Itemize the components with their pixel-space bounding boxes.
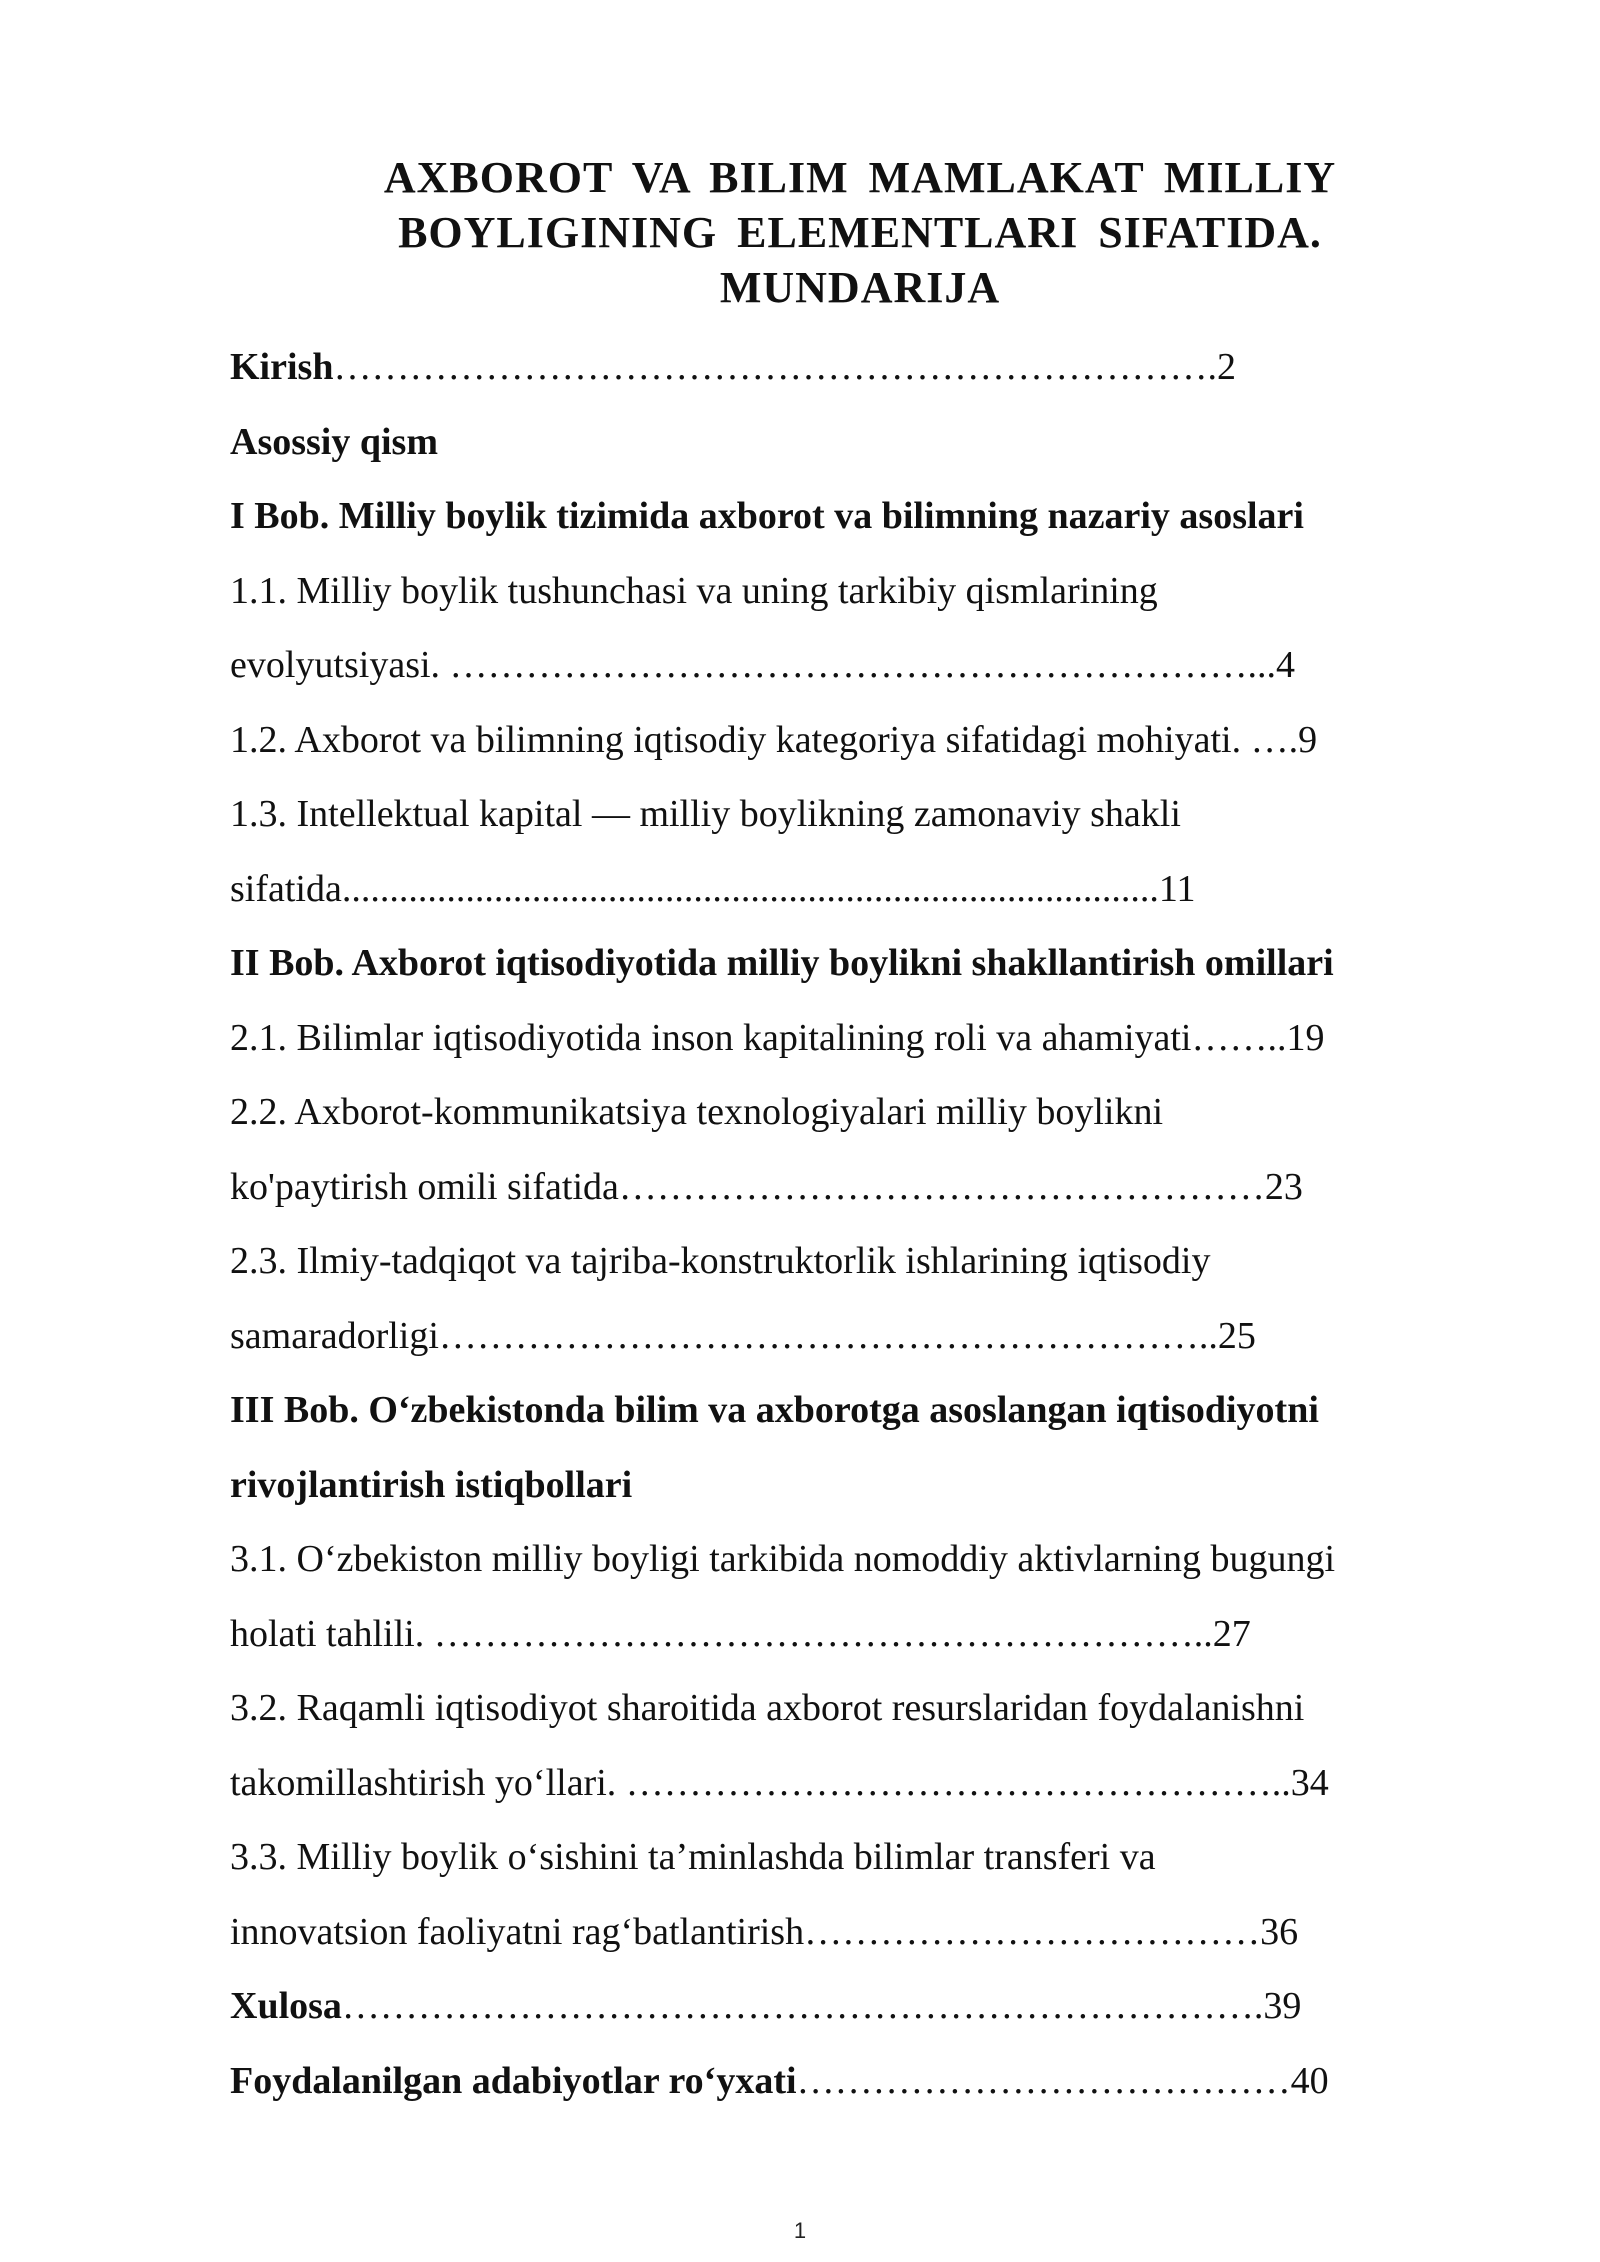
toc-section-2-3-line-1: 2.3. Ilmiy-tadqiqot va tajriba-konstruktorlik ishlarining iqtisodiy (230, 1240, 1211, 1282)
table-of-contents (230, 330, 1530, 2118)
toc-section-2-1: 2.1. Bilimlar iqtisodiyotida inson kapitalining roli va ahamiyati……..19 (230, 1016, 1325, 1059)
toc-section-3-2-line-1: 3.2. Raqamli iqtisodiyot sharoitida axborot resurslaridan foydalanishni (230, 1687, 1305, 1729)
document-title (230, 150, 1490, 315)
toc-xulosa-label: Xulosa (230, 1985, 342, 2027)
toc-entry-xulosa (230, 1969, 1530, 2044)
toc-section-3-3-line-1: 3.3. Milliy boylik o‘sishini ta’minlashda bilimlar transferi va (230, 1836, 1156, 1878)
toc-asosiy-qism: Asossiy qism (230, 420, 438, 463)
toc-section-3-3-line-2: innovatsion faoliyatni rag‘batlantirish………………………………36 (230, 1910, 1299, 1953)
toc-adabiyotlar-label: Foydalanilgan adabiyotlar ro‘yxati (230, 2059, 797, 2102)
toc-section-1-3-line-1: 1.3. Intellektual kapital — milliy boylikning zamonaviy shakli (230, 793, 1181, 835)
toc-adabiyotlar-leader: …………………………………40 (796, 2059, 1329, 2102)
title-line-1: AXBOROT VA BILIM MAMLAKAT MILLIY (383, 153, 1337, 202)
title-line-3: MUNDARIJA (719, 263, 1001, 312)
page-number: 1 (793, 2218, 807, 2243)
toc-section-3-1-line-1: 3.1. O‘zbekiston milliy boyligi tarkibida nomoddiy aktivlarning bugungi (230, 1538, 1336, 1580)
toc-chapter-3-heading-line-1: III Bob. O‘zbekistonda bilim va axborotga asoslangan iqtisodiyotni (230, 1389, 1319, 1431)
title-line-2: BOYLIGINING ELEMENTLARI SIFATIDA. (398, 208, 1322, 257)
toc-section-1-3-line-2: sifatida......................................................................................11 (230, 867, 1196, 910)
toc-chapter-2-heading: II Bob. Axborot iqtisodiyotida milliy boylikni shakllantirish omillari (230, 942, 1334, 984)
toc-section-2-2-line-2: ko'paytirish omili sifatida……………………………………………23 (230, 1165, 1303, 1208)
toc-kirish-leader: …………………………………………………………….2 (333, 346, 1236, 388)
toc-section-1-1-line-1: 1.1. Milliy boylik tushunchasi va uning tarkibiy qismlarining (230, 569, 1158, 612)
toc-kirish-label: Kirish (230, 346, 334, 388)
toc-chapter-1-heading: I Bob. Milliy boylik tizimida axborot va bilimning nazariy asoslari (230, 495, 1304, 537)
toc-entry-adabiyotlar (230, 2044, 1530, 2119)
toc-entry-kirish (230, 330, 1530, 405)
toc-section-2-3-line-2: samaradorligi……………………………………………………..25 (230, 1314, 1256, 1357)
toc-section-2-2-line-1: 2.2. Axborot-kommunikatsiya texnologiyalari milliy boylikni (230, 1091, 1164, 1133)
toc-chapter-3-heading-line-2: rivojlantirish istiqbollari (230, 1463, 633, 1506)
toc-section-3-2-line-2: takomillashtirish yo‘llari. ……………………………………………..34 (230, 1761, 1329, 1804)
toc-section-1-2: 1.2. Axborot va bilimning iqtisodiy kategoriya sifatidagi mohiyati. ….9 (230, 718, 1318, 761)
toc-section-1-1-line-2: evolyutsiyasi. ………………………………………………………...4 (230, 644, 1296, 686)
toc-section-3-1-line-2: holati tahlili. ……………………………………………………..27 (230, 1612, 1251, 1655)
toc-xulosa-leader: ……………………………………………………………….39 (341, 1985, 1302, 2027)
